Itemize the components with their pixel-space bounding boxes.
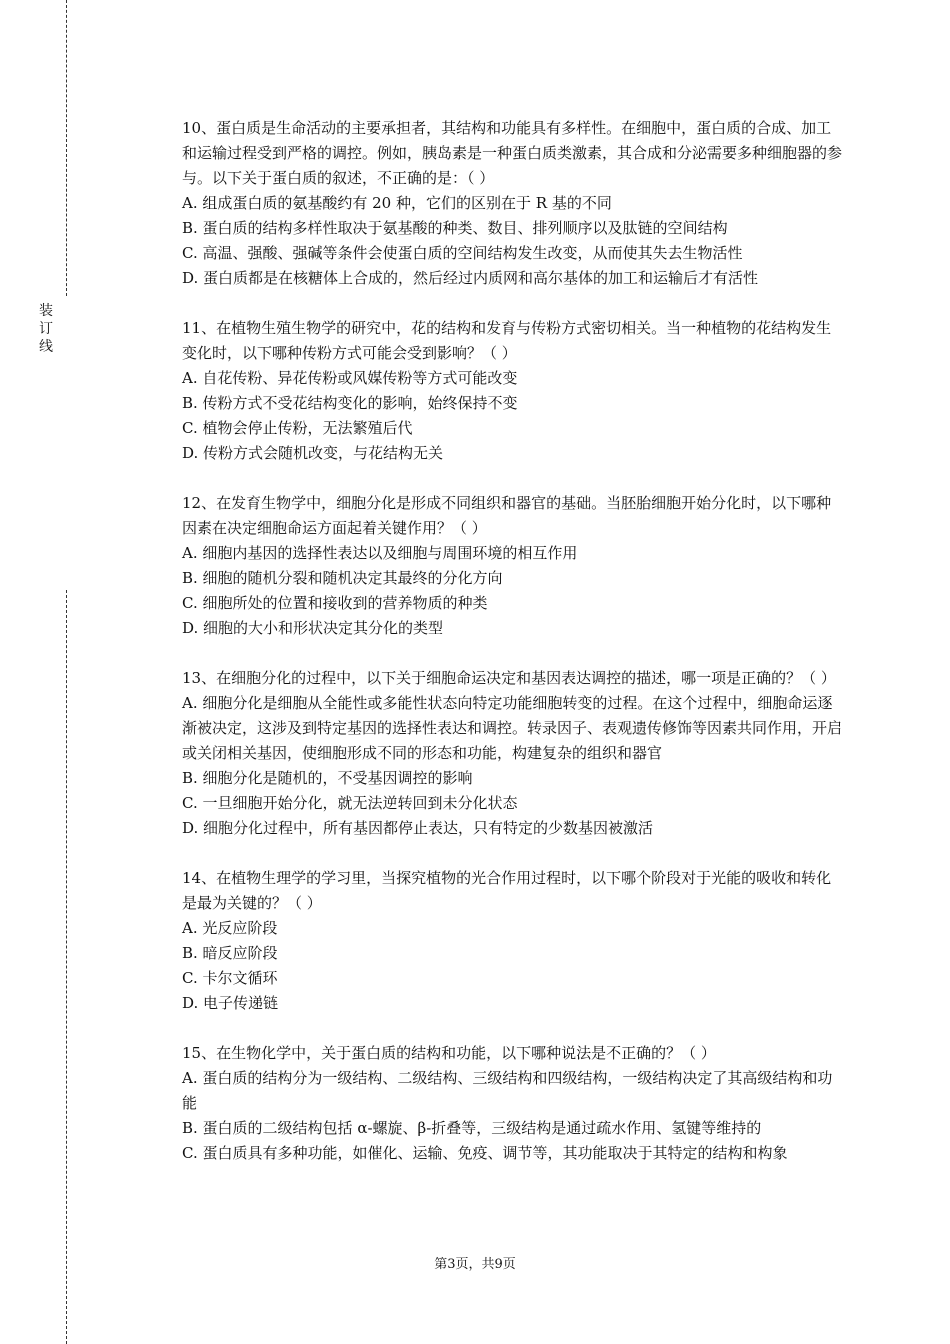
page-footer: 第3页，共9页 [434,1257,516,1272]
question-stem: 14、在植物生理学的学习里，当探究植物的光合作用过程时，以下哪个阶段对于光能的吸收和转化是最为关键的？（ ） [182,869,832,912]
question-10 [182,116,842,291]
option-b: B. 细胞的随机分裂和随机决定其最终的分化方向 [182,569,503,587]
question-13 [182,666,842,841]
option-a: A. 细胞内基因的选择性表达以及细胞与周围环境的相互作用 [182,544,578,562]
option-c: C. 卡尔文循环 [182,969,278,987]
option-c: C. 植物会停止传粉，无法繁殖后代 [182,419,413,437]
question-11 [182,316,842,466]
question-stem: 13、在细胞分化的过程中，以下关于细胞命运决定和基因表达调控的描述，哪一项是正确的？（ ） [182,669,836,687]
question-stem: 15、在生物化学中，关于蛋白质的结构和功能，以下哪种说法是不正确的？（ ） [182,1044,716,1062]
question-12 [182,491,842,641]
question-15 [182,1041,842,1166]
binding-line-top [66,0,67,296]
binding-label-char: 装 [39,303,53,319]
option-b: B. 暗反应阶段 [182,944,278,962]
option-c: C. 高温、强酸、强碱等条件会使蛋白质的空间结构发生改变，从而使其失去生物活性 [182,244,743,262]
binding-line-bottom [66,590,67,1344]
option-b: B. 蛋白质的二级结构包括 α-螺旋、β-折叠等，三级结构是通过疏水作用、氢键等维持的 [182,1119,762,1137]
option-a: A. 自花传粉、异花传粉或风媒传粉等方式可能改变 [182,369,518,387]
option-d: D. 蛋白质都是在核糖体上合成的，然后经过内质网和高尔基体的加工和运输后才有活性 [182,269,759,287]
option-b: B. 细胞分化是随机的，不受基因调控的影响 [182,769,473,787]
binding-label-char: 订 [39,321,53,337]
option-d: D. 细胞分化过程中，所有基因都停止表达，只有特定的少数基因被激活 [182,819,654,837]
question-stem: 11、在植物生殖生物学的研究中，花的结构和发育与传粉方式密切相关。当一种植物的花结构发生变化时，以下哪种传粉方式可能会受到影响？（ ） [182,319,832,362]
question-14 [182,866,842,1016]
option-d: D. 电子传递链 [182,994,279,1012]
option-c: C. 一旦细胞开始分化，就无法逆转回到未分化状态 [182,794,518,812]
option-a: A. 蛋白质的结构分为一级结构、二级结构、三级结构和四级结构，一级结构决定了其高级结构和功能 [182,1069,833,1112]
option-a: A. 细胞分化是细胞从全能性或多能性状态向特定功能细胞转变的过程。在这个过程中，细胞命运逐渐被决定，这涉及到特定基因的选择性表达和调控。转录因子、表观遗传修饰等因素共同作用，开启或关闭相关基因，使细胞形成不同的形态和功能，构建复杂的组织和器官 [182,694,843,762]
binding-label [36,302,56,356]
option-d: D. 细胞的大小和形状决定其分化的类型 [182,619,444,637]
question-list [182,116,842,1191]
option-b: B. 传粉方式不受花结构变化的影响，始终保持不变 [182,394,518,412]
option-b: B. 蛋白质的结构多样性取决于氨基酸的种类、数目、排列顺序以及肽链的空间结构 [182,219,728,237]
binding-label-char: 线 [39,339,53,355]
option-a: A. 组成蛋白质的氨基酸约有 20 种，它们的区别在于 R 基的不同 [182,194,612,212]
question-stem: 12、在发育生物学中，细胞分化是形成不同组织和器官的基础。当胚胎细胞开始分化时，以下哪种因素在决定细胞命运方面起着关键作用？（ ） [182,494,832,537]
question-stem: 10、蛋白质是生命活动的主要承担者，其结构和功能具有多样性。在细胞中，蛋白质的合成、加工和运输过程受到严格的调控。例如，胰岛素是一种蛋白质类激素，其合成和分泌需要多种细胞器的参与。以下关于蛋白质的叙述，不正确的是：（ ） [182,119,843,187]
option-c: C. 细胞所处的位置和接收到的营养物质的种类 [182,594,488,612]
option-c: C. 蛋白质具有多种功能，如催化、运输、免疫、调节等，其功能取决于其特定的结构和构象 [182,1144,788,1162]
option-d: D. 传粉方式会随机改变，与花结构无关 [182,444,444,462]
option-a: A. 光反应阶段 [182,919,278,937]
